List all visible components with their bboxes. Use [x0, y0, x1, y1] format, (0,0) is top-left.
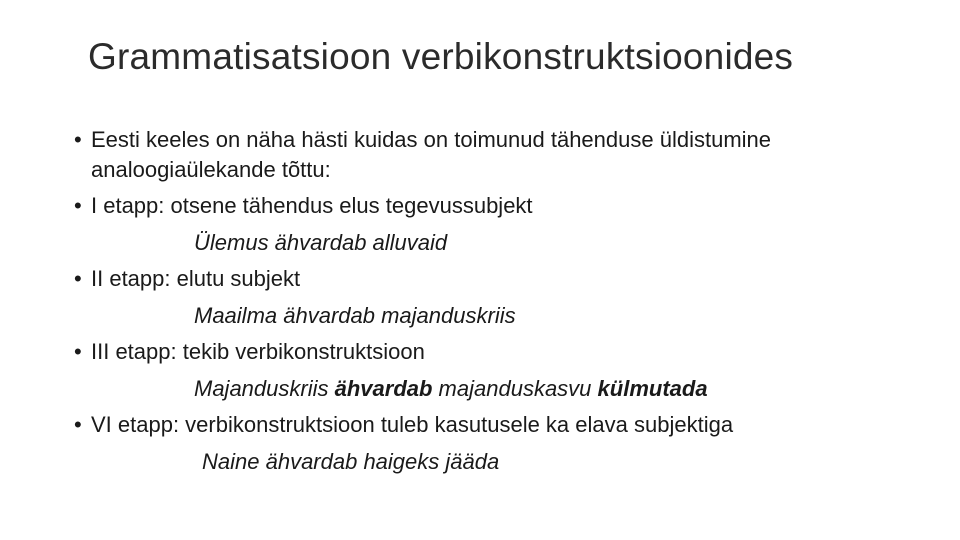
bullet-text: Eesti keeles on näha hästi kuidas on toimunud tähenduse üldistumine — [91, 127, 772, 152]
bullet-icon: • — [74, 193, 82, 218]
example-sentence: Ülemus ähvardab alluvaid — [194, 229, 448, 255]
bullet-icon: • — [74, 412, 82, 437]
bullet-item-3 — [74, 261, 934, 298]
bullet-item-2 — [74, 188, 934, 225]
slide-body — [74, 122, 934, 480]
example-sentence — [74, 371, 934, 408]
example-sentence: Naine ähvardab haigeks jääda — [202, 448, 500, 474]
bullet-text: VI etapp: verbikonstruktsioon tuleb kasutusele ka elava subjektiga — [91, 412, 734, 437]
bullet-text: III etapp: tekib verbikonstruktsioon — [91, 339, 425, 364]
bullet-item-5 — [74, 407, 934, 444]
example-part: majanduskasvu — [432, 375, 598, 401]
bullet-icon: • — [74, 266, 82, 291]
example-sentence: Maailma ähvardab majanduskriis — [194, 302, 516, 328]
bullet-item-4 — [74, 334, 934, 371]
example-bold-verb: ähvardab — [334, 375, 433, 401]
bullet-icon: • — [74, 339, 82, 364]
example-part: Majanduskriis — [194, 375, 335, 401]
bullet-text: II etapp: elutu subjekt — [91, 266, 301, 291]
bullet-continuation: analoogiaülekande tõttu: — [91, 156, 331, 182]
bullet-item-1 — [74, 122, 934, 159]
bullet-icon: • — [74, 127, 82, 152]
bullet-text: I etapp: otsene tähendus elus tegevussubjekt — [91, 193, 533, 218]
example-bold-verb: külmutada — [597, 375, 708, 401]
slide-title: Grammatisatsioon verbikonstruktsioonides — [88, 36, 794, 77]
